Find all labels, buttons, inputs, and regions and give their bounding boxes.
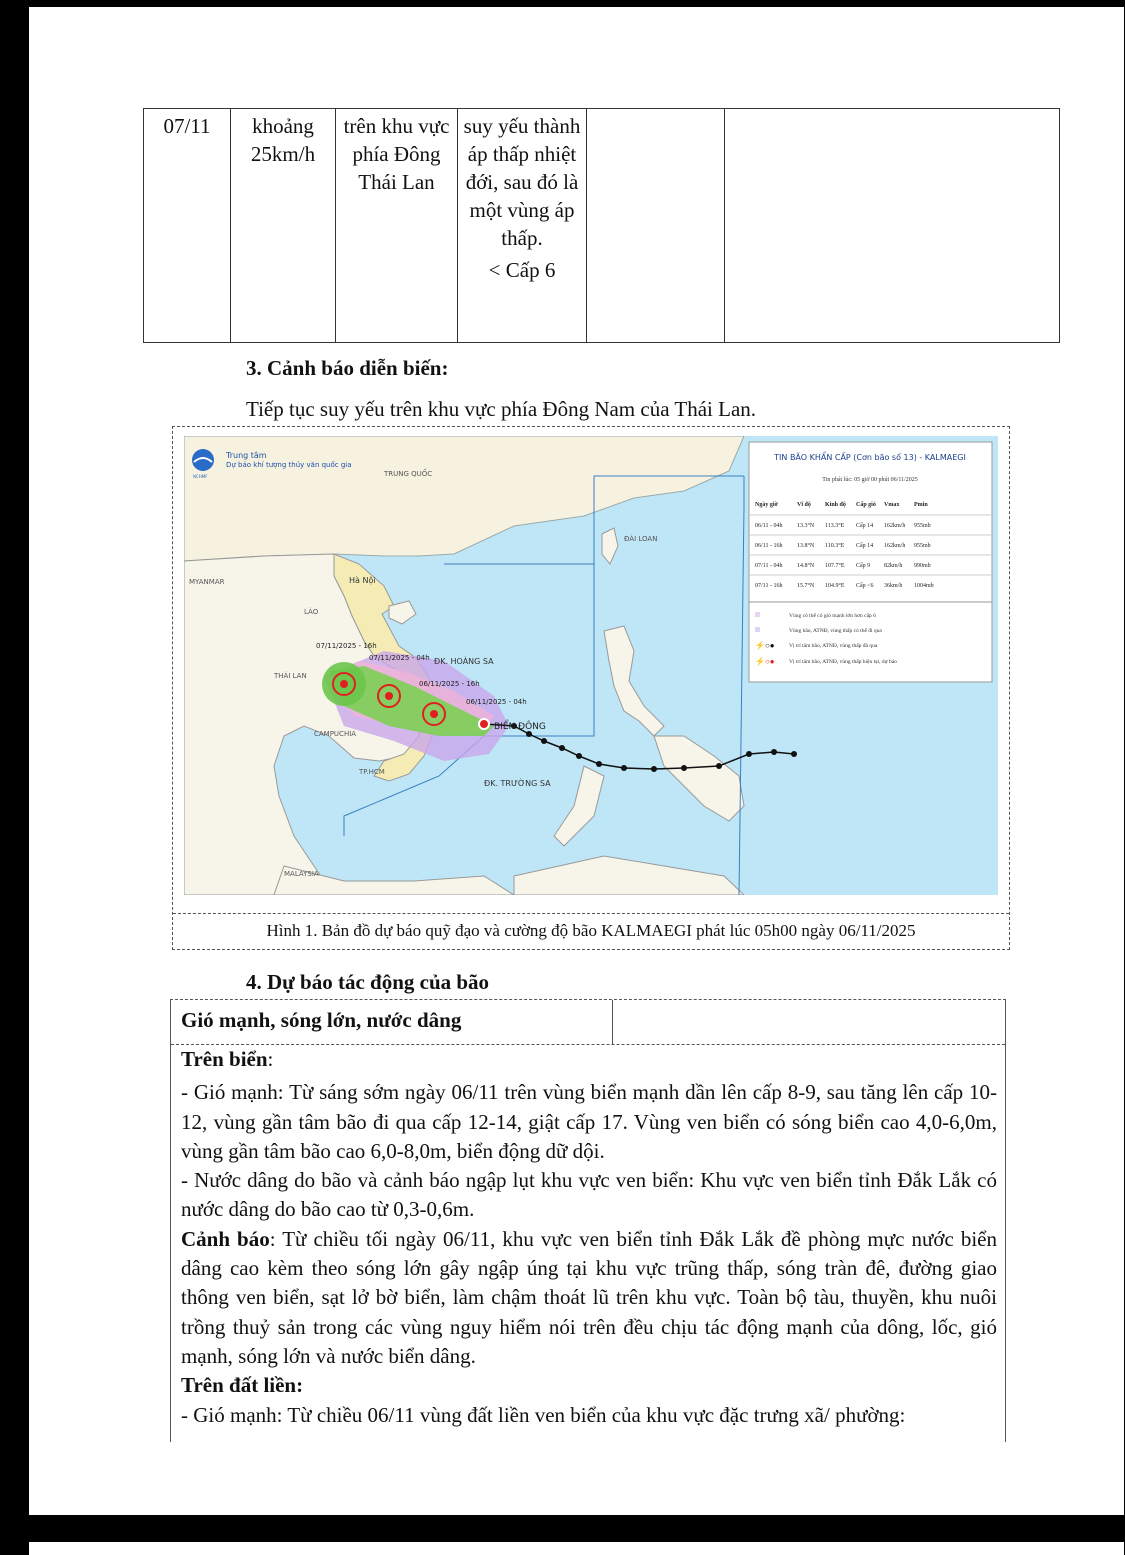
panel-table-cell: 82km/h xyxy=(884,563,903,569)
panel-table-cell: 113.3°E xyxy=(825,523,845,529)
panel-subtitle: Tin phát lúc: 05 giờ 00 phút 06/11/2025 xyxy=(822,477,918,483)
panel-table-cell: 162km/h xyxy=(884,523,906,529)
label-bien-dong: BIỂN ĐÔNG xyxy=(494,722,546,732)
cell-strength xyxy=(458,109,587,343)
info-panel xyxy=(749,442,992,682)
land-heading: Trên đất liền: xyxy=(181,1373,304,1398)
impact-box xyxy=(170,999,1006,1442)
panel-table-cell: 1004mb xyxy=(914,583,934,589)
legend-4-icon: ⚡○● xyxy=(755,657,775,666)
logo-abbr: NCHMF xyxy=(193,474,208,479)
panel-table-cell: 104.9°E xyxy=(825,583,845,589)
document-page xyxy=(29,7,1124,1515)
panel-table-cell: 36km/h xyxy=(884,583,903,589)
panel-table-cell: 955mb xyxy=(914,523,931,529)
panel-table-cell: 162km/h xyxy=(884,543,906,549)
cell-speed: khoảng 25km/h xyxy=(231,109,336,343)
cell-empty-5 xyxy=(587,109,725,343)
label-time-4: 06/11/2025 - 04h xyxy=(466,698,527,706)
logo-line-2: Dự báo khí tượng thủy văn quốc gia xyxy=(226,461,352,469)
impact-box-title: Gió mạnh, sóng lớn, nước dâng xyxy=(181,1008,462,1032)
figure-frame xyxy=(172,426,1010,950)
panel-header-cell: Pmin xyxy=(914,502,928,508)
impact-box-header xyxy=(171,1000,1005,1045)
land-paragraph-1: - Gió mạnh: Từ chiều 06/11 vùng đất liền ven biển của khu vực đặc trưng xã/ phường: xyxy=(181,1402,906,1427)
section-4-heading: 4. Dự báo tác động của bão xyxy=(246,970,490,994)
label-trung-quoc: TRUNG QUỐC xyxy=(384,470,433,478)
panel-table-cell: 14.8°N xyxy=(797,563,815,569)
section-3-heading: 3. Cảnh báo diễn biến: xyxy=(246,356,449,380)
logo-line-1: Trung tâm xyxy=(226,451,267,460)
header-divider xyxy=(612,1000,613,1044)
panel-table-cell: Cấp <6 xyxy=(856,583,874,589)
legend-3-icon: ⚡○● xyxy=(755,641,775,650)
panel-table-cell: 13.8°N xyxy=(797,543,815,549)
legend-1: Vùng có thể có gió mạnh lớn hơn cấp 6 xyxy=(789,613,876,619)
label-dai-loan: ĐÀI LOAN xyxy=(624,535,658,543)
panel-header-cell: Cấp gió xyxy=(856,502,876,508)
sea-paragraph-1: - Gió mạnh: Từ sáng sớm ngày 06/11 trên vùng biển mạnh dần lên cấp 8-9, sau tăng lên cấp 10-12, vùng gần tâm bão đi qua cấp 12-14, giật cấp 17. Vùng ven biển có sóng biển cao 4,0-6,0m, vùng gần tâm bão cao 6,0-8,0m, biển động dữ dội. xyxy=(181,1080,997,1163)
label-lao: LÀO xyxy=(304,608,319,616)
panel-header-cell: Vĩ độ xyxy=(797,502,811,508)
label-campuchia: CAMPUCHIA xyxy=(314,730,357,738)
warning-paragraph xyxy=(181,1225,997,1371)
panel-table-cell: 07/11 - 04h xyxy=(755,563,783,569)
label-malaysia: MALAYSIA xyxy=(284,870,319,878)
strength-text: suy yếu thành áp thấp nhiệt đới, sau đó là một vùng áp thấp. xyxy=(463,114,581,250)
panel-table-cell: 15.7°N xyxy=(797,583,815,589)
impact-box-body: Trên biển: - Gió mạnh: Từ sáng sớm ngày 06/11 trên vùng biển mạnh dần lên cấp 8-9, sau tăng lên cấp 10-12, vùng gần tâm bão đi qua cấp 12-14, giật cấp 17. Vùng ven biển có sóng biển cao 4,0-6,0m, vùng gần tâm bão cao 6,0-8,0m, biển động dữ dội. - Nước dâng do bão và cảnh báo ngập lụt khu vực ven biển: Khu vực ven biển tỉnh Đắk Lắk có nước dâng do bão cao từ 0,3-0,6m. Cảnh báo: Từ chiều tối ngày 06/11, khu vực ven biển tỉnh Đắk Lắk đề phòng mực nước biển dâng cao kèm theo sóng lớn gây ngập úng tại khu vực trũng thấp, sóng tràn đê, đường giao thông ven biển, sạt lở bờ biển, làm chậm thoát lũ trên khu vực. Toàn bộ tàu, thuyền, khu nuôi trồng thuỷ sản trong các vùng nguy hiểm nói trên đều chịu tác động mạnh của dông, lốc, gió mạnh, sóng lớn và nước biển dâng. Trên đất liền: - Gió mạnh: Từ chiều 06/11 vùng đất liền ven biển của khu vực đặc trưng xã/ phường: xyxy=(181,1044,997,1430)
cell-empty-6 xyxy=(725,109,1060,343)
legend-3: Vị trí tâm bão, ATNĐ, vùng thấp đã qua xyxy=(789,643,878,649)
label-truong-sa: ĐK. TRƯỜNG SA xyxy=(484,779,551,788)
section-3-text: Tiếp tục suy yếu trên khu vực phía Đông Nam của Thái Lan. xyxy=(246,397,757,421)
legend-2: Vùng bão, ATNĐ, vùng thấp có thể đi qua xyxy=(789,628,882,634)
sea-paragraph-2: - Nước dâng do bão và cảnh báo ngập lụt khu vực ven biển: Khu vực ven biển tỉnh Đắk Lắk có nước dâng do bão cao từ 0,3-0,6m. xyxy=(181,1168,997,1222)
panel-table-cell: 110.3°E xyxy=(825,543,845,549)
panel-table-cell: 06/11 - 16h xyxy=(755,543,783,549)
cell-area: trên khu vực phía Đông Thái Lan xyxy=(336,109,458,343)
label-thai-lan: THÁI LAN xyxy=(274,672,307,680)
label-myanmar: MYANMAR xyxy=(189,578,225,586)
forecast-table xyxy=(143,108,1060,343)
label-time-3: 06/11/2025 - 16h xyxy=(419,680,480,688)
storm-track-map xyxy=(184,436,998,895)
panel-header-cell: Ngày giờ xyxy=(755,502,778,508)
panel-table-cell: 955mb xyxy=(914,543,931,549)
figure-separator xyxy=(173,913,1009,914)
panel-table-cell: Cấp 9 xyxy=(856,563,871,569)
panel-title: TIN BÃO KHẨN CẤP (Cơn bão số 13) - KALMAEGI xyxy=(774,453,966,462)
label-tp-hcm: TP.HCM xyxy=(359,768,385,776)
label-hoang-sa: ĐK. HOÀNG SA xyxy=(434,657,494,666)
panel-table-cell: 13.3°N xyxy=(797,523,815,529)
panel-table-cell: 07/11 - 16h xyxy=(755,583,783,589)
panel-header-cell: Kinh độ xyxy=(825,502,846,508)
panel-table-cell: 107.7°E xyxy=(825,563,845,569)
figure-caption: Hình 1. Bản đồ dự báo quỹ đạo và cường độ bão KALMAEGI phát lúc 05h00 ngày 06/11/2025 xyxy=(266,921,916,940)
label-ha-noi: Hà Nội xyxy=(349,576,376,585)
level-text: < Cấp 6 xyxy=(488,258,556,282)
warning-text: : Từ chiều tối ngày 06/11, khu vực ven biển tỉnh Đắk Lắk đề phòng mực nước biển dâng cao kèm theo sóng lớn gây ngập úng tại khu vực trũng thấp, sóng tràn đê, đường giao thông ven biển, sạt lở bờ biển, làm chậm thoát lũ trên khu vực. Toàn bộ tàu, thuyền, khu nuôi trồng thuỷ sản trong các vùng nguy hiểm nói trên đều chịu tác động mạnh của dông, lốc, gió mạnh, sóng lớn và nước biển dâng. xyxy=(181,1226,997,1368)
label-time-2: 07/11/2025 - 04h xyxy=(369,654,430,662)
next-page-edge xyxy=(29,1542,1124,1555)
panel-table-cell: 06/11 - 04h xyxy=(755,523,783,529)
panel-table-cell: 990mb xyxy=(914,563,931,569)
legend-4: Vị trí tâm bão, ATNĐ, vùng thấp hiện tại, dự báo xyxy=(789,659,897,665)
panel-table-cell: Cấp 14 xyxy=(856,543,874,549)
panel-header-cell: Vmax xyxy=(884,502,900,508)
warning-label: Cảnh báo xyxy=(181,1226,270,1251)
sea-heading: Trên biển xyxy=(181,1047,268,1071)
panel-table-cell: Cấp 14 xyxy=(856,523,874,529)
label-time-1: 07/11/2025 - 16h xyxy=(316,642,377,650)
table-row xyxy=(144,109,1060,343)
cell-date: 07/11 xyxy=(144,109,231,343)
